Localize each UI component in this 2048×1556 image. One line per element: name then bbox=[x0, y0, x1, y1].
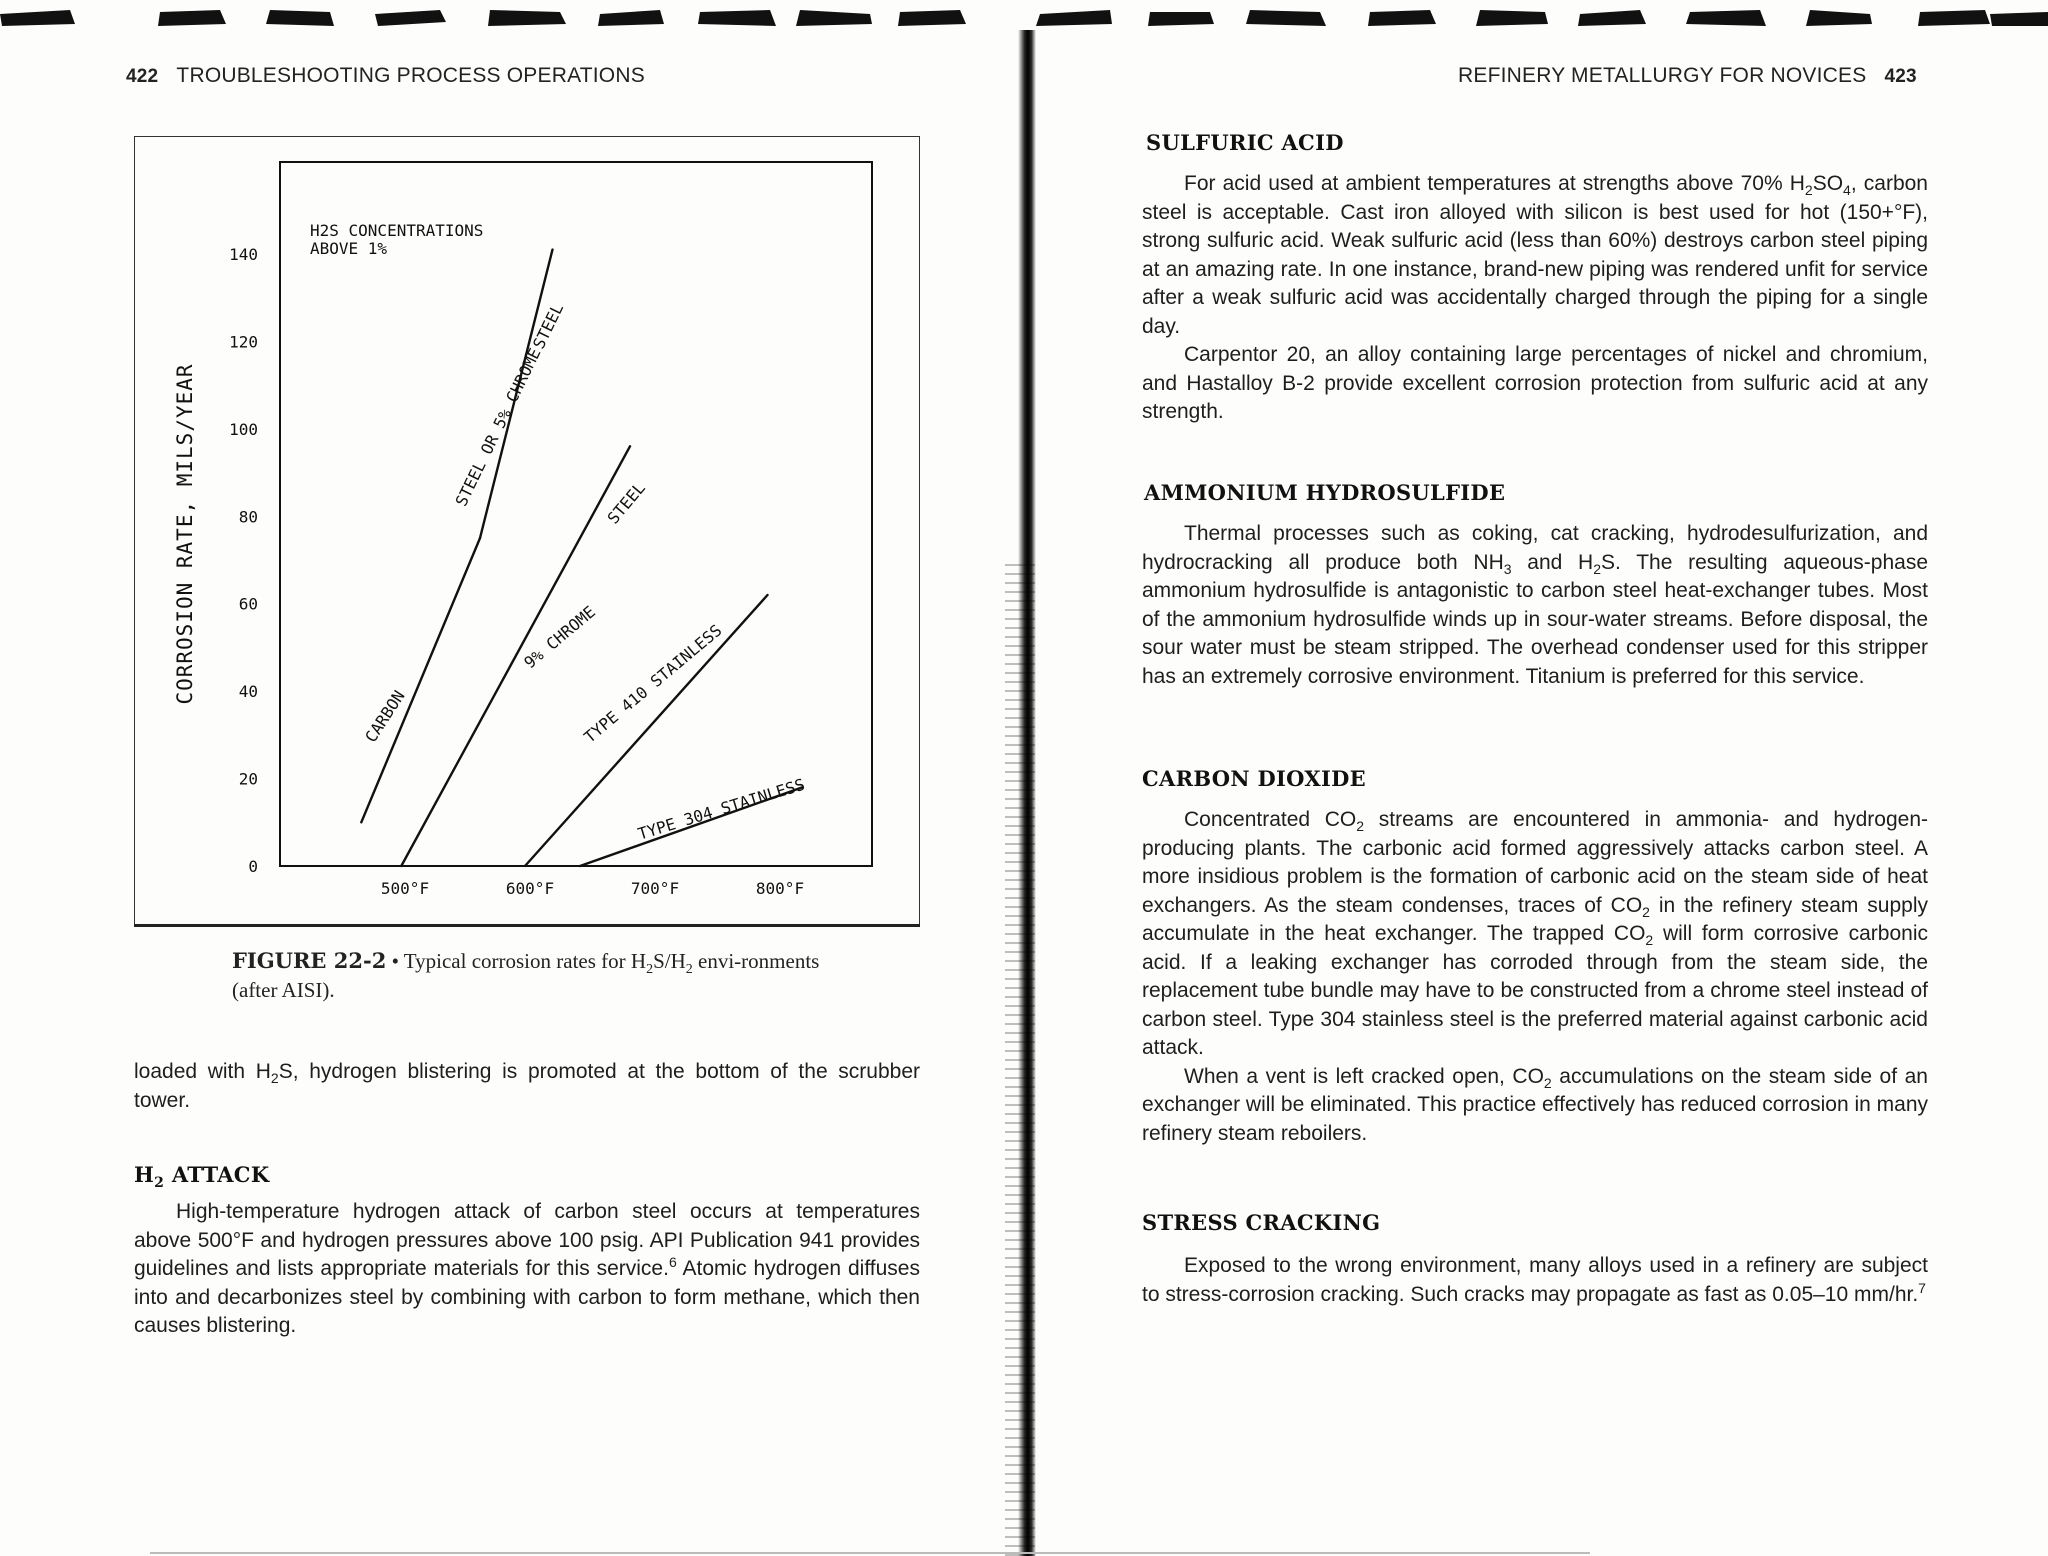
series-label: TYPE 410 STAINLESS bbox=[580, 620, 726, 747]
y-tick-label: 60 bbox=[238, 594, 258, 614]
x-tick-label: 800°F bbox=[755, 879, 805, 898]
x-tick-label: 700°F bbox=[630, 879, 680, 898]
series-line-0 bbox=[361, 538, 480, 822]
figure-caption-label: FIGURE 22-2 bbox=[232, 948, 387, 973]
page-bottom-edge bbox=[150, 1552, 1590, 1554]
y-tick-label: 120 bbox=[229, 332, 258, 352]
ammonium-hydrosulfide-body: Thermal processes such as coking, cat cracking, hydrodesulfurization, and hydrocracking all produce both $NH_3$ and $H_2S$. The resulting aqueous-phase ammonium hydrosulfide is antagonistic to carbon steel heat-exchanger tubes. Most of the ammonium hydrosulfide winds up in sour-water streams. Before disposal, the sour water must be steam stripped. The overhead condenser used for this stripper has an extremely corrosive environment. Titanium is preferred for this service. bbox=[1142, 522, 1929, 688]
chart-plot-area bbox=[280, 162, 872, 866]
sulfuric-acid-body: For acid used at ambient temperatures at strengths above 70% $H_2SO_4$, carbon steel is acceptable. Cast iron alloyed with silicon is best used for hot (150+°F), strong sulfuric acid. Weak sulfuric acid (less than 60%) destroys carbon steel piping at an amazing rate. In one instance, brand-new piping was rendered unfit for service after a weak sulfuric acid was accidentally charged through the piping for a single day. Carpentor 20, an alloy containing large percentages of nickel and chromium, and Hastalloy B-2 provide excellent corrosion protection from sulfuric acid at any strength. bbox=[1142, 172, 1928, 423]
chart-series-labels bbox=[361, 300, 807, 843]
carbon-dioxide-body: Concentrated $CO_2$ streams are encountered in ammonia- and hydrogen-producing plants. The carbonic acid formed aggressively attacks carbon steel. A more insidious problem is the formation of carbonic acid on the steam side of heat exchangers. As the steam condenses, traces of $CO_2$ in the refinery steam supply accumulate in the heat exchanger. The trapped $CO_2$ will form corrosive carbonic acid. If a leaking exchanger has corroded through from the steam side, the replacement tube bundle may have to be constructed from a chrome steel instead of carbon steel. Type 304 stainless steel is the preferred material against carbonic acid attack. When a vent is left cracked open, $CO_2$ accumulations on the steam side of an exchanger will be eliminated. This practice effectively has reduced corrosion in many refinery steam reboilers. bbox=[1142, 808, 1928, 1145]
carbon-dioxide-heading: CARBON DIOXIDE bbox=[1142, 766, 1366, 791]
right-running-title: REFINERY METALLURGY FOR NOVICES bbox=[1458, 64, 1867, 87]
series-label: STEEL bbox=[529, 300, 568, 352]
stress-cracking-heading: STRESS CRACKING bbox=[1142, 1210, 1381, 1235]
chart-y-tick-labels bbox=[229, 245, 258, 876]
stress-cracking-body: Exposed to the wrong environment, many alloys used in a refinery are subject to stress-corrosion cracking. Such cracks may propagate as fast as 0.05–10 mm/hr.$^7$ bbox=[1142, 1254, 1928, 1306]
x-tick-label: 600°F bbox=[505, 879, 555, 898]
left-running-head bbox=[126, 64, 645, 88]
chart-x-tick-labels bbox=[381, 879, 804, 898]
chart-axes bbox=[280, 162, 872, 866]
ammonium-hydrosulfide-heading: AMMONIUM HYDROSULFIDE bbox=[1144, 480, 1506, 505]
chart-y-axis-label: CORROSION RATE, MILS/YEAR bbox=[173, 363, 197, 705]
h2-attack-paragraph: High-temperature hydrogen attack of carbon steel occurs at temperatures above 500°F and hydrogen pressures above 100 psig. API Publication 941 provides guidelines and lists appropriate materials for this service.$^6$ Atomic hydrogen diffuses into and decarbonizes steel by combining with carbon to form methane, which then causes blistering. bbox=[134, 1200, 920, 1337]
y-tick-label: 80 bbox=[238, 507, 258, 527]
chart-annotation-line-2: ABOVE 1% bbox=[310, 239, 388, 258]
left-page-number: 422 bbox=[126, 66, 159, 87]
y-tick-label: 0 bbox=[248, 857, 258, 876]
series-label: TYPE 304 STAINLESS bbox=[635, 774, 807, 844]
figure-caption: FIGURE 22-2 • Typical corrosion rates for $H_2S/H_2$ envi-ronments (after AISI). bbox=[232, 948, 820, 1002]
gutter-shadow bbox=[1005, 560, 1035, 1556]
series-label: STEEL bbox=[603, 478, 650, 528]
series-label: STEEL OR 5% CHROME bbox=[451, 345, 545, 510]
continuation-paragraph: loaded with $H_2S$, hydrogen blistering is promoted at the bottom of the scrubber tower. bbox=[134, 1060, 920, 1112]
series-line-2 bbox=[401, 446, 630, 866]
series-label: 9% CHROME bbox=[520, 602, 599, 673]
corrosion-rate-chart bbox=[134, 136, 920, 926]
right-page-number: 423 bbox=[1884, 66, 1917, 87]
chart-annotation-line-1: H2S CONCENTRATIONS bbox=[310, 221, 484, 240]
series-label: CARBON bbox=[361, 686, 409, 746]
right-running-head bbox=[1458, 64, 1917, 88]
h2-attack-heading: $H_2$ ATTACK bbox=[134, 1162, 270, 1192]
y-tick-label: 140 bbox=[229, 245, 258, 264]
y-tick-label: 100 bbox=[229, 419, 258, 439]
sulfuric-acid-heading: SULFURIC ACID bbox=[1146, 130, 1344, 155]
chart-series-lines bbox=[361, 250, 802, 866]
y-tick-label: 40 bbox=[238, 682, 258, 702]
y-tick-label: 20 bbox=[238, 769, 258, 789]
x-tick-label: 500°F bbox=[380, 879, 430, 898]
left-running-title: TROUBLESHOOTING PROCESS OPERATIONS bbox=[176, 64, 645, 87]
